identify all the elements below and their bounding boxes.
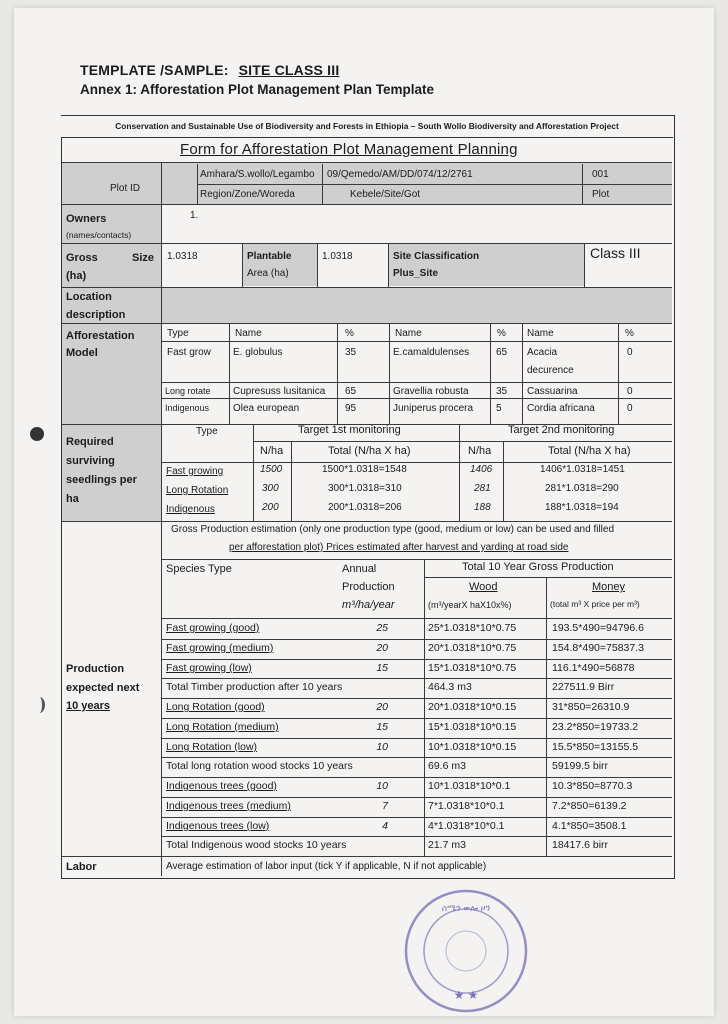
plantable-value: 1.0318 (322, 251, 353, 262)
model-species-cell-line2: decurence (527, 365, 574, 376)
seedling-type-cell: Indigenous (166, 504, 215, 515)
model-name-header-3: Name (527, 328, 554, 339)
rule (62, 521, 672, 522)
location-label: Location (66, 291, 112, 303)
money-cell: 154.8*490=75837.3 (552, 642, 644, 654)
annual-cell: 10 (376, 780, 388, 792)
wood-cell: 25*1.0318*10*0.75 (428, 622, 517, 634)
model-pct-cell: 65 (496, 347, 508, 358)
species-cell: Long Rotation (good) (166, 701, 265, 713)
rule (62, 162, 672, 163)
row-rule (161, 678, 672, 679)
money-cell: 4.1*850=3508.1 (552, 820, 627, 832)
production-note-1: Gross Production estimation (only one production type (good, medium or low) can be used and filled (171, 524, 615, 535)
row-rule (161, 718, 672, 719)
site-plus-label: Plus_Site (393, 268, 439, 279)
punch-hole (30, 427, 44, 441)
wood-header: Wood (469, 581, 498, 593)
total-header-1: Total (N/ha X ha) (328, 445, 411, 457)
seedlings-label-3: seedlings per (66, 474, 137, 486)
model-species-cell: Acacia (527, 347, 558, 358)
money-cell: 15.5*850=13155.5 (552, 741, 639, 753)
money-cell: 10.3*850=8770.3 (552, 780, 633, 792)
template-label: TEMPLATE /SAMPLE: (80, 62, 229, 78)
rule (388, 244, 389, 287)
plot-value: 001 (592, 169, 609, 180)
plot-label: Plot (592, 189, 610, 200)
model-pct-header-3: % (625, 328, 634, 339)
rule (161, 341, 672, 342)
model-type-cell: Long rotate (165, 386, 211, 396)
seedling-n2-cell: 281 (474, 483, 491, 494)
wood-cell: 464.3 m3 (428, 681, 472, 693)
annual-cell: 25 (376, 622, 388, 634)
rule (161, 618, 672, 619)
row-rule (161, 817, 672, 818)
gross-unit-label: (ha) (66, 270, 87, 282)
owners-sub: (names/contacts) (66, 230, 132, 240)
total-10-header: Total 10 Year Gross Production (462, 561, 614, 573)
rule (229, 323, 230, 424)
species-cell: Long Rotation (low) (166, 741, 258, 753)
wood-cell: 15*1.0318*10*0.15 (428, 721, 517, 733)
owners-value: 1. (190, 210, 199, 221)
rule (337, 323, 338, 424)
model-pct-cell: 95 (345, 403, 357, 414)
labor-text: Average estimation of labor input (tick Y if applicable, N if not applicable) (166, 861, 487, 872)
wood-cell: 20*1.0318*10*0.15 (428, 701, 517, 713)
rule (546, 577, 547, 856)
annual-cell: 20 (376, 642, 388, 654)
region-value: Amhara/S.wollo/Legambo (200, 169, 315, 180)
rule (459, 424, 460, 521)
species-cell: Total Timber production after 10 years (166, 681, 343, 693)
money-cell: 7.2*850=6139.2 (552, 800, 627, 812)
species-cell: Fast growing (low) (166, 662, 252, 674)
wood-cell: 10*1.0318*10*0.15 (428, 741, 517, 753)
rule (424, 559, 425, 856)
model-type-cell: Indigenous (165, 403, 210, 413)
target-1-header: Target 1st monitoring (298, 424, 401, 436)
form-title: Form for Afforestation Plot Management Planning (180, 141, 518, 158)
model-species-cell: Cupresuss lusitanica (233, 386, 326, 397)
seedlings-label-1: Required (66, 436, 114, 448)
money-sub-header: (total m³ X price per m³) (550, 599, 640, 609)
wood-cell: 7*1.0318*10*0.1 (428, 800, 505, 812)
rule (62, 323, 672, 324)
model-species-cell: Cordia africana (527, 403, 595, 414)
rule (62, 243, 672, 244)
production-label-3: 10 years (66, 700, 111, 712)
seedling-n2-cell: 1406 (470, 464, 493, 475)
annual-cell: 20 (376, 701, 388, 713)
rule (618, 323, 619, 424)
location-desc-label: description (66, 309, 126, 321)
afforestation-label: Afforestation (66, 330, 135, 342)
annual-cell: 7 (382, 800, 388, 812)
annual-header-1: Annual (342, 563, 377, 575)
seedling-type-cell: Fast growing (166, 466, 224, 477)
rule (503, 441, 504, 521)
wood-sub-header: (m³/yearX haX10x%) (428, 600, 512, 610)
model-species-cell: Juniperus procera (393, 403, 474, 414)
model-name-header-2: Name (395, 328, 422, 339)
model-pct-header-1: % (345, 328, 354, 339)
rule (317, 244, 318, 287)
rule (161, 559, 672, 560)
species-cell: Indigenous trees (good) (166, 780, 277, 792)
rule (291, 441, 292, 521)
annual-cell: 15 (376, 662, 388, 674)
wood-cell: 10*1.0318*10*0.1 (428, 780, 511, 792)
model-pct-cell: 5 (496, 403, 502, 414)
money-cell: 23.2*850=19733.2 (552, 721, 639, 733)
annual-cell: 10 (376, 741, 388, 753)
punch-hole-shadow (34, 697, 45, 713)
model-species-cell: Olea european (233, 403, 300, 414)
rule (253, 424, 254, 521)
seedlings-label-4: ha (66, 493, 79, 505)
gross-size-label: Size (132, 252, 155, 264)
model-pct-cell: 0 (627, 403, 633, 414)
model-species-cell: E.camaldulenses (393, 347, 470, 358)
region-label: Region/Zone/Woreda (200, 189, 295, 200)
row-rule (161, 757, 672, 758)
plantable-unit: Area (ha) (247, 268, 289, 279)
wood-cell: 21.7 m3 (428, 839, 466, 851)
rule (161, 382, 672, 383)
model-pct-cell: 35 (345, 347, 357, 358)
rule (253, 441, 672, 442)
species-cell: Indigenous trees (low) (166, 820, 270, 832)
model-species-cell: Cassuarina (527, 386, 578, 397)
site-class-label: Site Classification (393, 251, 480, 262)
model-type-cell: Fast grow (167, 347, 211, 358)
nha-header-2: N/ha (468, 445, 492, 457)
annual-header-2: Production (342, 581, 395, 593)
target-2-header: Target 2nd monitoring (508, 424, 615, 436)
model-pct-cell: 35 (496, 386, 508, 397)
rule (197, 184, 672, 185)
template-heading (80, 62, 339, 78)
species-cell: Total Indigenous wood stocks 10 years (166, 839, 347, 851)
production-label-1: Production (66, 663, 125, 675)
labor-label: Labor (66, 861, 97, 873)
species-cell: Fast growing (good) (166, 622, 260, 634)
seedling-t1-cell: 300*1.0318=310 (328, 483, 402, 494)
seedling-t2-cell: 188*1.0318=194 (545, 502, 619, 513)
gross-value: 1.0318 (167, 251, 198, 262)
seedling-type-cell: Long Rotation (166, 485, 229, 496)
money-cell: 227511.9 Birr (552, 681, 615, 693)
seedling-n1-cell: 1500 (260, 464, 283, 475)
species-cell: Long Rotation (medium) (166, 721, 279, 733)
svg-text:★ ★: ★ ★ (453, 988, 479, 1002)
model-pct-header-2: % (497, 328, 506, 339)
annex-title: Annex 1: Afforestation Plot Management Plan Template (80, 82, 435, 97)
model-species-cell: E. globulus (233, 347, 283, 358)
model-name-header-1: Name (235, 328, 262, 339)
annual-header-3: m³/ha/year (342, 599, 395, 611)
total-header-2: Total (N/ha X ha) (548, 445, 631, 457)
seedling-n1-cell: 300 (262, 483, 279, 494)
row-rule (161, 639, 672, 640)
rule (242, 244, 243, 287)
rule (62, 204, 672, 205)
model-species-cell: Gravellia robusta (393, 386, 469, 397)
rule (161, 162, 162, 876)
money-cell: 31*850=26310.9 (552, 701, 630, 713)
kebele-value: 09/Qemedo/AM/DD/074/12/2761 (327, 169, 473, 180)
model-label: Model (66, 347, 98, 359)
rule (389, 323, 390, 424)
wood-cell: 69.6 m3 (428, 760, 466, 772)
rule (490, 323, 491, 424)
species-cell: Fast growing (medium) (166, 642, 274, 654)
seedling-t1-cell: 1500*1.0318=1548 (322, 464, 407, 475)
seedling-n2-cell: 188 (474, 502, 491, 513)
species-header: Species Type (166, 563, 232, 575)
row-rule (161, 777, 672, 778)
seedling-t1-cell: 200*1.0318=206 (328, 502, 402, 513)
seedling-t2-cell: 1406*1.0318=1451 (540, 464, 625, 475)
owners-label: Owners (66, 213, 107, 225)
row-rule (161, 659, 672, 660)
rule (584, 244, 585, 287)
row-rule (161, 698, 672, 699)
money-cell: 18417.6 birr (552, 839, 609, 851)
location-band (161, 287, 672, 323)
species-cell: Total long rotation wood stocks 10 years (166, 760, 353, 772)
production-note-2: per afforestation plot) Prices estimated after harvest and yarding at road side (229, 542, 569, 553)
annual-cell: 4 (382, 820, 388, 832)
wood-cell: 4*1.0318*10*0.1 (428, 820, 505, 832)
wood-cell: 20*1.0318*10*0.75 (428, 642, 517, 654)
seedlings-label-2: surviving (66, 455, 115, 467)
plot-id-label: Plot ID (110, 183, 141, 194)
row-rule (161, 797, 672, 798)
money-cell: 116.1*490=56878 (552, 662, 635, 674)
production-label-2: expected next (66, 682, 140, 694)
gross-label: Gross (66, 252, 98, 264)
kebele-label: Kebele/Site/Got (350, 189, 421, 200)
wood-cell: 15*1.0318*10*0.75 (428, 662, 517, 674)
money-cell: 193.5*490=94796.6 (552, 622, 644, 634)
row-rule (161, 738, 672, 739)
rule (161, 462, 672, 463)
row-rule (161, 836, 672, 837)
model-pct-cell: 0 (627, 386, 633, 397)
project-banner: Conservation and Sustainable Use of Biodiversity and Forests in Ethiopia – South Wollo Biodiversity and Afforestation Project (61, 116, 673, 138)
rule (424, 577, 672, 578)
model-pct-cell: 0 (627, 347, 633, 358)
site-class-heading: SITE CLASS III (238, 62, 340, 78)
row-rule (161, 856, 672, 857)
stamp-text: ሰሜን ወሎ ዞን (441, 903, 491, 913)
rule (62, 287, 672, 288)
species-cell: Indigenous trees (medium) (166, 800, 291, 812)
nha-header-1: N/ha (260, 445, 284, 457)
model-pct-cell: 65 (345, 386, 357, 397)
official-stamp (402, 887, 530, 1015)
rule (161, 398, 672, 399)
seedling-n1-cell: 200 (262, 502, 279, 513)
money-header: Money (592, 581, 626, 593)
money-cell: 59199.5 birr (552, 760, 609, 772)
rule (522, 323, 523, 424)
plantable-label: Plantable (247, 251, 292, 262)
seedling-t2-cell: 281*1.0318=290 (545, 483, 619, 494)
site-class-value: Class III (590, 245, 641, 261)
model-type-header: Type (167, 328, 189, 339)
seedlings-type-header: Type (196, 426, 218, 437)
annual-cell: 15 (376, 721, 388, 733)
